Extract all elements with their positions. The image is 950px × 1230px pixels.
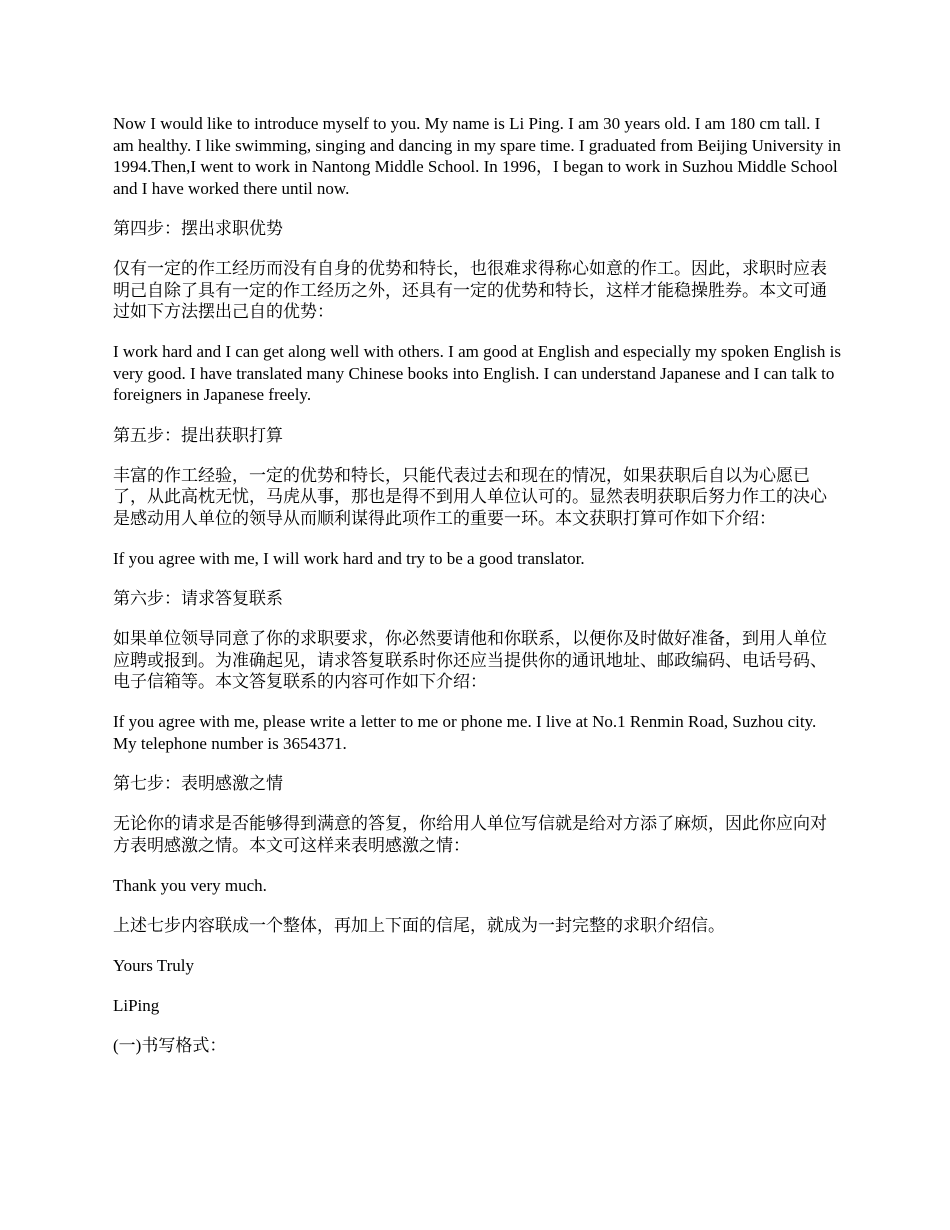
paragraph-contact-example: If you agree with me, please write a letter to me or phone me. I live at No.1 Renmin Road, Suzhou city. My telephone number is 3654371.: [113, 712, 817, 753]
paragraph-summary: 上述七步内容联成一个整体，再加上下面的信尾，就成为一封完整的求职介绍信。: [113, 915, 725, 935]
paragraph-step-five-explanation: 丰富的作工经验，一定的优势和特长，只能代表过去和现在的情况，如果获职后自以为心愿已了，从此高枕无忧，马虎从事，那也是得不到用人单位认可的。显然表明获职后努力作工的决心是感动用人单位的领导从而顺利谋得此项作工的重要一环。本文获职打算可作如下介绍：: [113, 465, 827, 528]
heading-step-seven: 第七步：表明感激之情: [113, 774, 283, 794]
paragraph-plan-example: If you agree with me, I will work hard and try to be a good translator.: [113, 548, 585, 568]
paragraph-advantages-example: I work hard and I can get along well with others. I am good at English and especially my spoken English is very good. I have translated many Chinese books into English. I can understand Japanese and I can talk to foreigners in Japanese freely.: [113, 342, 842, 405]
heading-step-six: 第六步：请求答复联系: [113, 589, 283, 608]
paragraph-step-seven-explanation: 无论你的请求是否能够得到满意的答复，你给用人单位写信就是给对方添了麻烦，因此你应向对方表明感激之情。本文可这样来表明感激之情：: [113, 814, 827, 855]
paragraph-step-four-explanation: 仅有一定的作工经历而没有自身的优势和特长，也很难求得称心如意的作工。因此，求职时应表明己自除了具有一定的作工经历之外，还具有一定的优势和特长，这样才能稳操胜券。本文可通过如下方法摆出己自的优势：: [113, 258, 827, 322]
paragraph-self-introduction: Now I would like to introduce myself to you. My name is Li Ping. I am 30 years old. I am 180 cm tall. I am healthy. I like swimming, singing and dancing in my spare time. I graduated from Beijing University in 1994.Then,I went to work in Nantong Middle School. In 1996，I began to work in Suzhou Middle School and I have worked there until now.: [113, 114, 841, 198]
paragraph-thanks-example: Thank you very much.: [113, 875, 267, 895]
heading-step-four: 第四步：摆出求职优势: [113, 218, 283, 238]
document-body: [113, 113, 843, 1075]
letter-signature: LiPing: [113, 996, 160, 1016]
heading-writing-format: (一)书写格式：: [113, 1036, 227, 1056]
paragraph-step-six-explanation: 如果单位领导同意了你的求职要求，你必然要请他和你联系，以便你及时做好准备，到用人单位应聘或报到。为准确起见，请求答复联系时你还应当提供你的通讯地址、邮政编码、电话号码、电子信箱等。本文答复联系的内容可作如下介绍：: [113, 629, 827, 692]
letter-closing: Yours Truly: [113, 956, 194, 976]
heading-step-five: 第五步：提出获职打算: [113, 425, 283, 445]
